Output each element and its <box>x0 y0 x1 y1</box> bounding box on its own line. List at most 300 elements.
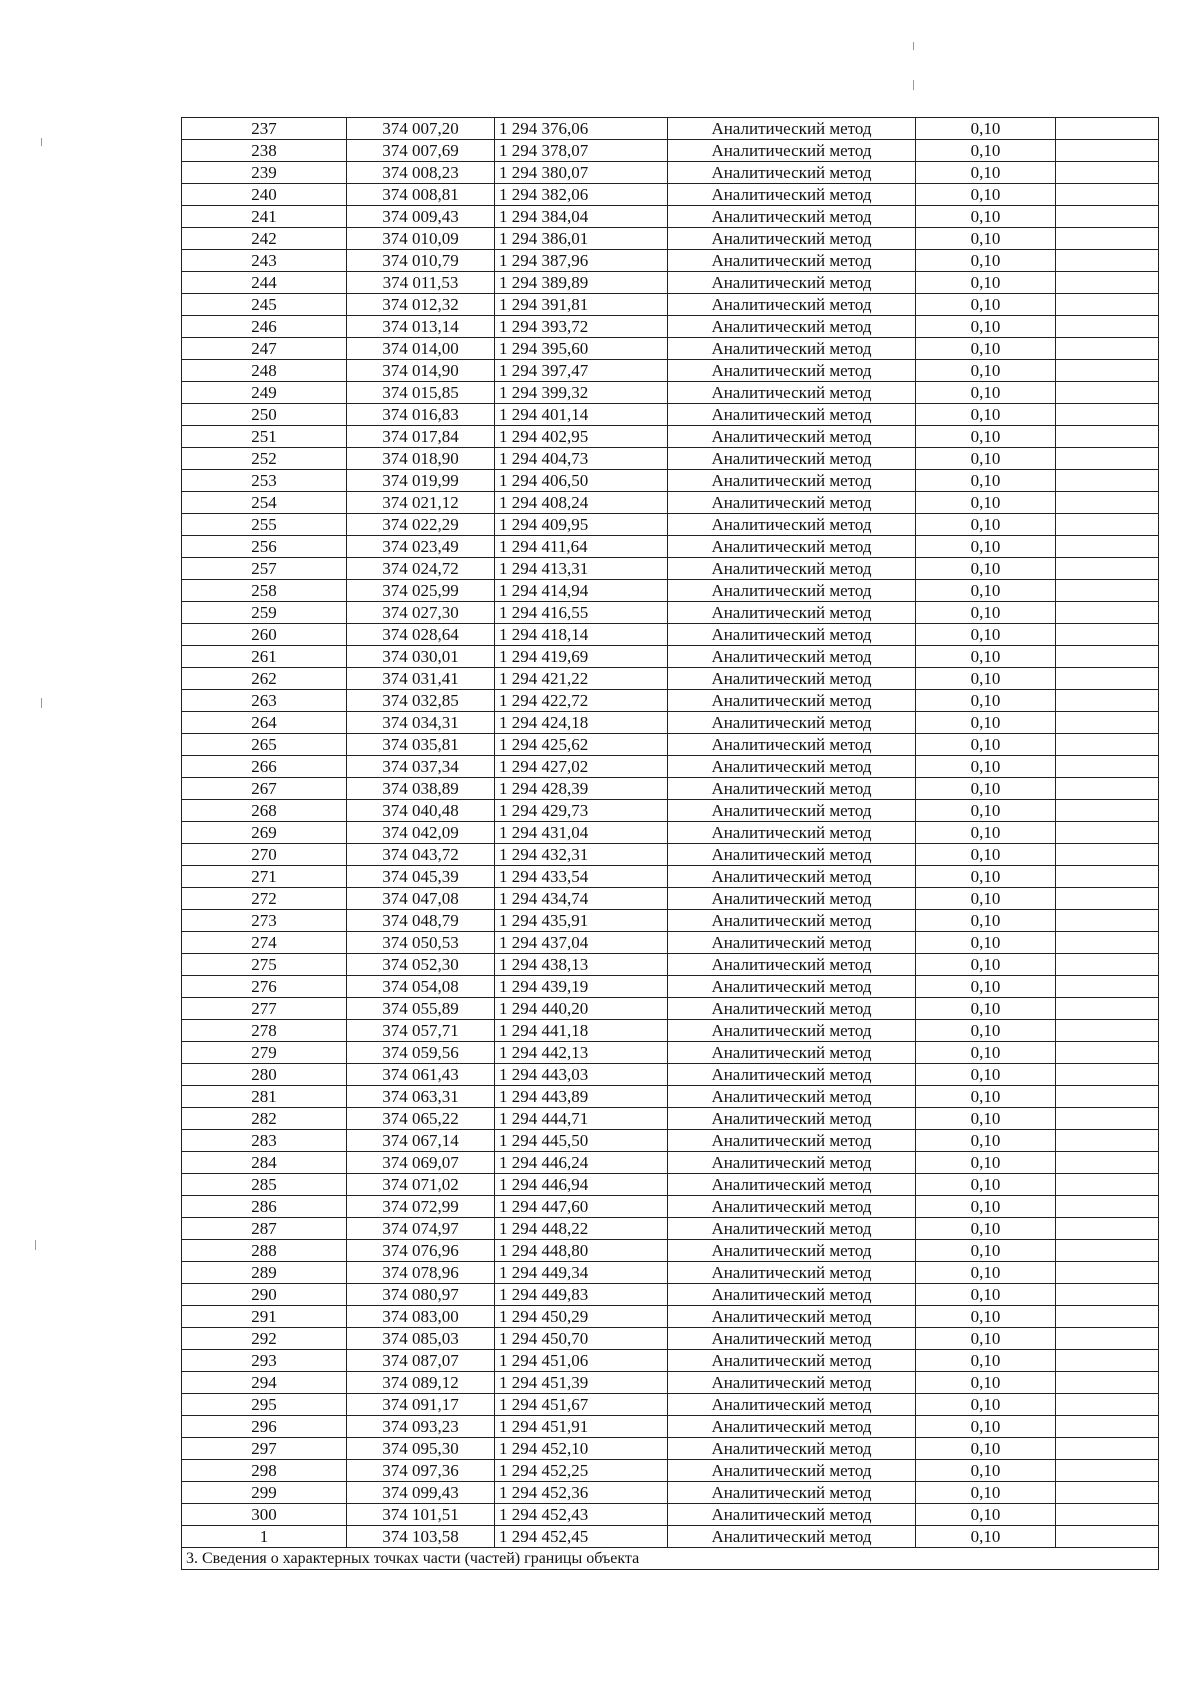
accuracy-cell: 0,10 <box>916 1306 1056 1328</box>
accuracy-cell: 0,10 <box>916 294 1056 316</box>
y-coordinate-cell: 1 294 444,71 <box>495 1108 668 1130</box>
y-coordinate-cell: 1 294 439,19 <box>495 976 668 998</box>
accuracy-cell: 0,10 <box>916 844 1056 866</box>
method-cell: Аналитический метод <box>668 184 916 206</box>
x-coordinate-cell: 374 014,00 <box>347 338 495 360</box>
method-cell: Аналитический метод <box>668 1306 916 1328</box>
y-coordinate-cell: 1 294 452,45 <box>495 1526 668 1548</box>
accuracy-cell: 0,10 <box>916 228 1056 250</box>
y-coordinate-cell: 1 294 402,95 <box>495 426 668 448</box>
x-coordinate-cell: 374 035,81 <box>347 734 495 756</box>
method-cell: Аналитический метод <box>668 536 916 558</box>
point-number-cell: 272 <box>182 888 347 910</box>
y-coordinate-cell: 1 294 446,94 <box>495 1174 668 1196</box>
accuracy-cell: 0,10 <box>916 470 1056 492</box>
method-cell: Аналитический метод <box>668 668 916 690</box>
y-coordinate-cell: 1 294 380,07 <box>495 162 668 184</box>
point-number-cell: 300 <box>182 1504 347 1526</box>
empty-cell <box>1056 1526 1159 1548</box>
y-coordinate-cell: 1 294 450,70 <box>495 1328 668 1350</box>
method-cell: Аналитический метод <box>668 954 916 976</box>
empty-cell <box>1056 1108 1159 1130</box>
x-coordinate-cell: 374 085,03 <box>347 1328 495 1350</box>
method-cell: Аналитический метод <box>668 1482 916 1504</box>
x-coordinate-cell: 374 087,07 <box>347 1350 495 1372</box>
table-row <box>182 1130 1159 1152</box>
y-coordinate-cell: 1 294 451,67 <box>495 1394 668 1416</box>
method-cell: Аналитический метод <box>668 294 916 316</box>
accuracy-cell: 0,10 <box>916 822 1056 844</box>
empty-cell <box>1056 668 1159 690</box>
table-row <box>182 1086 1159 1108</box>
table-row <box>182 690 1159 712</box>
empty-cell <box>1056 1042 1159 1064</box>
x-coordinate-cell: 374 038,89 <box>347 778 495 800</box>
x-coordinate-cell: 374 059,56 <box>347 1042 495 1064</box>
empty-cell <box>1056 536 1159 558</box>
point-number-cell: 250 <box>182 404 347 426</box>
empty-cell <box>1056 162 1159 184</box>
table-row <box>182 250 1159 272</box>
point-number-cell: 288 <box>182 1240 347 1262</box>
empty-cell <box>1056 1262 1159 1284</box>
table-row <box>182 712 1159 734</box>
point-number-cell: 286 <box>182 1196 347 1218</box>
table-row <box>182 1152 1159 1174</box>
point-number-cell: 291 <box>182 1306 347 1328</box>
table-row <box>182 866 1159 888</box>
y-coordinate-cell: 1 294 414,94 <box>495 580 668 602</box>
method-cell: Аналитический метод <box>668 1152 916 1174</box>
empty-cell <box>1056 294 1159 316</box>
table-row <box>182 316 1159 338</box>
y-coordinate-cell: 1 294 378,07 <box>495 140 668 162</box>
empty-cell <box>1056 558 1159 580</box>
method-cell: Аналитический метод <box>668 492 916 514</box>
empty-cell <box>1056 382 1159 404</box>
accuracy-cell: 0,10 <box>916 1284 1056 1306</box>
point-number-cell: 239 <box>182 162 347 184</box>
empty-cell <box>1056 360 1159 382</box>
y-coordinate-cell: 1 294 434,74 <box>495 888 668 910</box>
x-coordinate-cell: 374 032,85 <box>347 690 495 712</box>
method-cell: Аналитический метод <box>668 426 916 448</box>
point-number-cell: 256 <box>182 536 347 558</box>
empty-cell <box>1056 338 1159 360</box>
y-coordinate-cell: 1 294 413,31 <box>495 558 668 580</box>
y-coordinate-cell: 1 294 419,69 <box>495 646 668 668</box>
accuracy-cell: 0,10 <box>916 1064 1056 1086</box>
empty-cell <box>1056 734 1159 756</box>
empty-cell <box>1056 1438 1159 1460</box>
table-row <box>182 734 1159 756</box>
empty-cell <box>1056 580 1159 602</box>
accuracy-cell: 0,10 <box>916 360 1056 382</box>
accuracy-cell: 0,10 <box>916 140 1056 162</box>
x-coordinate-cell: 374 040,48 <box>347 800 495 822</box>
table-row <box>182 162 1159 184</box>
y-coordinate-cell: 1 294 447,60 <box>495 1196 668 1218</box>
x-coordinate-cell: 374 080,97 <box>347 1284 495 1306</box>
y-coordinate-cell: 1 294 448,80 <box>495 1240 668 1262</box>
accuracy-cell: 0,10 <box>916 1328 1056 1350</box>
method-cell: Аналитический метод <box>668 206 916 228</box>
y-coordinate-cell: 1 294 386,01 <box>495 228 668 250</box>
x-coordinate-cell: 374 037,34 <box>347 756 495 778</box>
x-coordinate-cell: 374 010,79 <box>347 250 495 272</box>
x-coordinate-cell: 374 007,20 <box>347 118 495 140</box>
method-cell: Аналитический метод <box>668 910 916 932</box>
accuracy-cell: 0,10 <box>916 426 1056 448</box>
table-row <box>182 1504 1159 1526</box>
table-row <box>182 272 1159 294</box>
empty-cell <box>1056 844 1159 866</box>
method-cell: Аналитический метод <box>668 1526 916 1548</box>
y-coordinate-cell: 1 294 449,34 <box>495 1262 668 1284</box>
empty-cell <box>1056 690 1159 712</box>
empty-cell <box>1056 888 1159 910</box>
method-cell: Аналитический метод <box>668 1350 916 1372</box>
x-coordinate-cell: 374 021,12 <box>347 492 495 514</box>
table-row <box>182 602 1159 624</box>
scan-speck <box>913 42 914 50</box>
x-coordinate-cell: 374 010,09 <box>347 228 495 250</box>
accuracy-cell: 0,10 <box>916 118 1056 140</box>
empty-cell <box>1056 1372 1159 1394</box>
method-cell: Аналитический метод <box>668 888 916 910</box>
empty-cell <box>1056 228 1159 250</box>
y-coordinate-cell: 1 294 437,04 <box>495 932 668 954</box>
table-row <box>182 1284 1159 1306</box>
y-coordinate-cell: 1 294 399,32 <box>495 382 668 404</box>
method-cell: Аналитический метод <box>668 272 916 294</box>
empty-cell <box>1056 910 1159 932</box>
y-coordinate-cell: 1 294 424,18 <box>495 712 668 734</box>
accuracy-cell: 0,10 <box>916 1196 1056 1218</box>
method-cell: Аналитический метод <box>668 976 916 998</box>
point-number-cell: 258 <box>182 580 347 602</box>
x-coordinate-cell: 374 016,83 <box>347 404 495 426</box>
point-number-cell: 294 <box>182 1372 347 1394</box>
empty-cell <box>1056 932 1159 954</box>
table-row <box>182 514 1159 536</box>
method-cell: Аналитический метод <box>668 800 916 822</box>
table-row <box>182 1416 1159 1438</box>
table-row <box>182 624 1159 646</box>
method-cell: Аналитический метод <box>668 338 916 360</box>
point-number-cell: 274 <box>182 932 347 954</box>
accuracy-cell: 0,10 <box>916 1526 1056 1548</box>
table-row <box>182 338 1159 360</box>
y-coordinate-cell: 1 294 440,20 <box>495 998 668 1020</box>
point-number-cell: 247 <box>182 338 347 360</box>
x-coordinate-cell: 374 071,02 <box>347 1174 495 1196</box>
point-number-cell: 285 <box>182 1174 347 1196</box>
empty-cell <box>1056 140 1159 162</box>
x-coordinate-cell: 374 095,30 <box>347 1438 495 1460</box>
y-coordinate-cell: 1 294 416,55 <box>495 602 668 624</box>
point-number-cell: 281 <box>182 1086 347 1108</box>
point-number-cell: 297 <box>182 1438 347 1460</box>
accuracy-cell: 0,10 <box>916 624 1056 646</box>
empty-cell <box>1056 250 1159 272</box>
table-row <box>182 184 1159 206</box>
empty-cell <box>1056 822 1159 844</box>
accuracy-cell: 0,10 <box>916 646 1056 668</box>
empty-cell <box>1056 1130 1159 1152</box>
x-coordinate-cell: 374 065,22 <box>347 1108 495 1130</box>
accuracy-cell: 0,10 <box>916 976 1056 998</box>
y-coordinate-cell: 1 294 451,91 <box>495 1416 668 1438</box>
method-cell: Аналитический метод <box>668 1394 916 1416</box>
table-row <box>182 756 1159 778</box>
method-cell: Аналитический метод <box>668 1108 916 1130</box>
point-number-cell: 242 <box>182 228 347 250</box>
y-coordinate-cell: 1 294 404,73 <box>495 448 668 470</box>
point-number-cell: 237 <box>182 118 347 140</box>
accuracy-cell: 0,10 <box>916 1350 1056 1372</box>
point-number-cell: 238 <box>182 140 347 162</box>
accuracy-cell: 0,10 <box>916 932 1056 954</box>
method-cell: Аналитический метод <box>668 1064 916 1086</box>
accuracy-cell: 0,10 <box>916 1086 1056 1108</box>
table-row <box>182 1372 1159 1394</box>
point-number-cell: 254 <box>182 492 347 514</box>
empty-cell <box>1056 602 1159 624</box>
empty-cell <box>1056 954 1159 976</box>
table-row <box>182 1460 1159 1482</box>
x-coordinate-cell: 374 017,84 <box>347 426 495 448</box>
x-coordinate-cell: 374 063,31 <box>347 1086 495 1108</box>
point-number-cell: 293 <box>182 1350 347 1372</box>
table-row <box>182 426 1159 448</box>
x-coordinate-cell: 374 078,96 <box>347 1262 495 1284</box>
table-row <box>182 1482 1159 1504</box>
point-number-cell: 292 <box>182 1328 347 1350</box>
point-number-cell: 1 <box>182 1526 347 1548</box>
empty-cell <box>1056 1174 1159 1196</box>
table-row <box>182 382 1159 404</box>
empty-cell <box>1056 1482 1159 1504</box>
point-number-cell: 268 <box>182 800 347 822</box>
accuracy-cell: 0,10 <box>916 206 1056 228</box>
y-coordinate-cell: 1 294 409,95 <box>495 514 668 536</box>
method-cell: Аналитический метод <box>668 1218 916 1240</box>
accuracy-cell: 0,10 <box>916 1020 1056 1042</box>
point-number-cell: 298 <box>182 1460 347 1482</box>
empty-cell <box>1056 426 1159 448</box>
x-coordinate-cell: 374 091,17 <box>347 1394 495 1416</box>
scan-speck <box>41 138 42 146</box>
table-row <box>182 360 1159 382</box>
method-cell: Аналитический метод <box>668 228 916 250</box>
point-number-cell: 299 <box>182 1482 347 1504</box>
point-number-cell: 290 <box>182 1284 347 1306</box>
table-row <box>182 294 1159 316</box>
x-coordinate-cell: 374 103,58 <box>347 1526 495 1548</box>
point-number-cell: 265 <box>182 734 347 756</box>
x-coordinate-cell: 374 067,14 <box>347 1130 495 1152</box>
accuracy-cell: 0,10 <box>916 184 1056 206</box>
table-row <box>182 1042 1159 1064</box>
table-row <box>182 1064 1159 1086</box>
method-cell: Аналитический метод <box>668 866 916 888</box>
method-cell: Аналитический метод <box>668 470 916 492</box>
table-row <box>182 536 1159 558</box>
point-number-cell: 283 <box>182 1130 347 1152</box>
point-number-cell: 240 <box>182 184 347 206</box>
empty-cell <box>1056 1350 1159 1372</box>
x-coordinate-cell: 374 052,30 <box>347 954 495 976</box>
y-coordinate-cell: 1 294 382,06 <box>495 184 668 206</box>
point-number-cell: 296 <box>182 1416 347 1438</box>
accuracy-cell: 0,10 <box>916 668 1056 690</box>
accuracy-cell: 0,10 <box>916 1174 1056 1196</box>
accuracy-cell: 0,10 <box>916 272 1056 294</box>
point-number-cell: 244 <box>182 272 347 294</box>
accuracy-cell: 0,10 <box>916 338 1056 360</box>
table-row <box>182 910 1159 932</box>
method-cell: Аналитический метод <box>668 1328 916 1350</box>
table-row <box>182 404 1159 426</box>
accuracy-cell: 0,10 <box>916 558 1056 580</box>
scan-speck <box>913 80 914 90</box>
point-number-cell: 264 <box>182 712 347 734</box>
y-coordinate-cell: 1 294 401,14 <box>495 404 668 426</box>
accuracy-cell: 0,10 <box>916 382 1056 404</box>
y-coordinate-cell: 1 294 446,24 <box>495 1152 668 1174</box>
accuracy-cell: 0,10 <box>916 1152 1056 1174</box>
x-coordinate-cell: 374 015,85 <box>347 382 495 404</box>
empty-cell <box>1056 778 1159 800</box>
empty-cell <box>1056 1020 1159 1042</box>
table-row <box>182 1240 1159 1262</box>
table-row <box>182 558 1159 580</box>
x-coordinate-cell: 374 101,51 <box>347 1504 495 1526</box>
x-coordinate-cell: 374 027,30 <box>347 602 495 624</box>
point-number-cell: 271 <box>182 866 347 888</box>
accuracy-cell: 0,10 <box>916 580 1056 602</box>
x-coordinate-cell: 374 012,32 <box>347 294 495 316</box>
point-number-cell: 289 <box>182 1262 347 1284</box>
empty-cell <box>1056 118 1159 140</box>
table-row <box>182 448 1159 470</box>
x-coordinate-cell: 374 045,39 <box>347 866 495 888</box>
method-cell: Аналитический метод <box>668 646 916 668</box>
method-cell: Аналитический метод <box>668 580 916 602</box>
accuracy-cell: 0,10 <box>916 1460 1056 1482</box>
method-cell: Аналитический метод <box>668 558 916 580</box>
accuracy-cell: 0,10 <box>916 1130 1056 1152</box>
y-coordinate-cell: 1 294 438,13 <box>495 954 668 976</box>
point-number-cell: 260 <box>182 624 347 646</box>
method-cell: Аналитический метод <box>668 140 916 162</box>
table-row <box>182 888 1159 910</box>
table-row <box>182 118 1159 140</box>
accuracy-cell: 0,10 <box>916 1262 1056 1284</box>
y-coordinate-cell: 1 294 443,03 <box>495 1064 668 1086</box>
accuracy-cell: 0,10 <box>916 316 1056 338</box>
x-coordinate-cell: 374 057,71 <box>347 1020 495 1042</box>
empty-cell <box>1056 1196 1159 1218</box>
table-row <box>182 1020 1159 1042</box>
accuracy-cell: 0,10 <box>916 1108 1056 1130</box>
x-coordinate-cell: 374 034,31 <box>347 712 495 734</box>
point-number-cell: 251 <box>182 426 347 448</box>
y-coordinate-cell: 1 294 397,47 <box>495 360 668 382</box>
x-coordinate-cell: 374 055,89 <box>347 998 495 1020</box>
table-row <box>182 470 1159 492</box>
x-coordinate-cell: 374 083,00 <box>347 1306 495 1328</box>
table-row <box>182 1328 1159 1350</box>
x-coordinate-cell: 374 022,29 <box>347 514 495 536</box>
method-cell: Аналитический метод <box>668 1262 916 1284</box>
accuracy-cell: 0,10 <box>916 910 1056 932</box>
table-row <box>182 1394 1159 1416</box>
method-cell: Аналитический метод <box>668 360 916 382</box>
accuracy-cell: 0,10 <box>916 514 1056 536</box>
method-cell: Аналитический метод <box>668 1240 916 1262</box>
x-coordinate-cell: 374 008,81 <box>347 184 495 206</box>
y-coordinate-cell: 1 294 429,73 <box>495 800 668 822</box>
point-number-cell: 255 <box>182 514 347 536</box>
empty-cell <box>1056 1328 1159 1350</box>
point-number-cell: 263 <box>182 690 347 712</box>
y-coordinate-cell: 1 294 450,29 <box>495 1306 668 1328</box>
table-row <box>182 1262 1159 1284</box>
method-cell: Аналитический метод <box>668 250 916 272</box>
y-coordinate-cell: 1 294 441,18 <box>495 1020 668 1042</box>
accuracy-cell: 0,10 <box>916 756 1056 778</box>
y-coordinate-cell: 1 294 428,39 <box>495 778 668 800</box>
y-coordinate-cell: 1 294 425,62 <box>495 734 668 756</box>
empty-cell <box>1056 316 1159 338</box>
method-cell: Аналитический метод <box>668 756 916 778</box>
point-number-cell: 259 <box>182 602 347 624</box>
point-number-cell: 267 <box>182 778 347 800</box>
table-row <box>182 646 1159 668</box>
y-coordinate-cell: 1 294 443,89 <box>495 1086 668 1108</box>
accuracy-cell: 0,10 <box>916 602 1056 624</box>
x-coordinate-cell: 374 025,99 <box>347 580 495 602</box>
point-number-cell: 282 <box>182 1108 347 1130</box>
method-cell: Аналитический метод <box>668 1460 916 1482</box>
table-row <box>182 668 1159 690</box>
accuracy-cell: 0,10 <box>916 1504 1056 1526</box>
empty-cell <box>1056 1064 1159 1086</box>
point-number-cell: 243 <box>182 250 347 272</box>
point-number-cell: 261 <box>182 646 347 668</box>
x-coordinate-cell: 374 061,43 <box>347 1064 495 1086</box>
table-row <box>182 976 1159 998</box>
y-coordinate-cell: 1 294 452,10 <box>495 1438 668 1460</box>
y-coordinate-cell: 1 294 448,22 <box>495 1218 668 1240</box>
point-number-cell: 273 <box>182 910 347 932</box>
y-coordinate-cell: 1 294 408,24 <box>495 492 668 514</box>
empty-cell <box>1056 976 1159 998</box>
method-cell: Аналитический метод <box>668 778 916 800</box>
x-coordinate-cell: 374 031,41 <box>347 668 495 690</box>
accuracy-cell: 0,10 <box>916 734 1056 756</box>
x-coordinate-cell: 374 072,99 <box>347 1196 495 1218</box>
method-cell: Аналитический метод <box>668 382 916 404</box>
table-row <box>182 778 1159 800</box>
point-number-cell: 249 <box>182 382 347 404</box>
method-cell: Аналитический метод <box>668 712 916 734</box>
table-row <box>182 800 1159 822</box>
x-coordinate-cell: 374 013,14 <box>347 316 495 338</box>
x-coordinate-cell: 374 076,96 <box>347 1240 495 1262</box>
